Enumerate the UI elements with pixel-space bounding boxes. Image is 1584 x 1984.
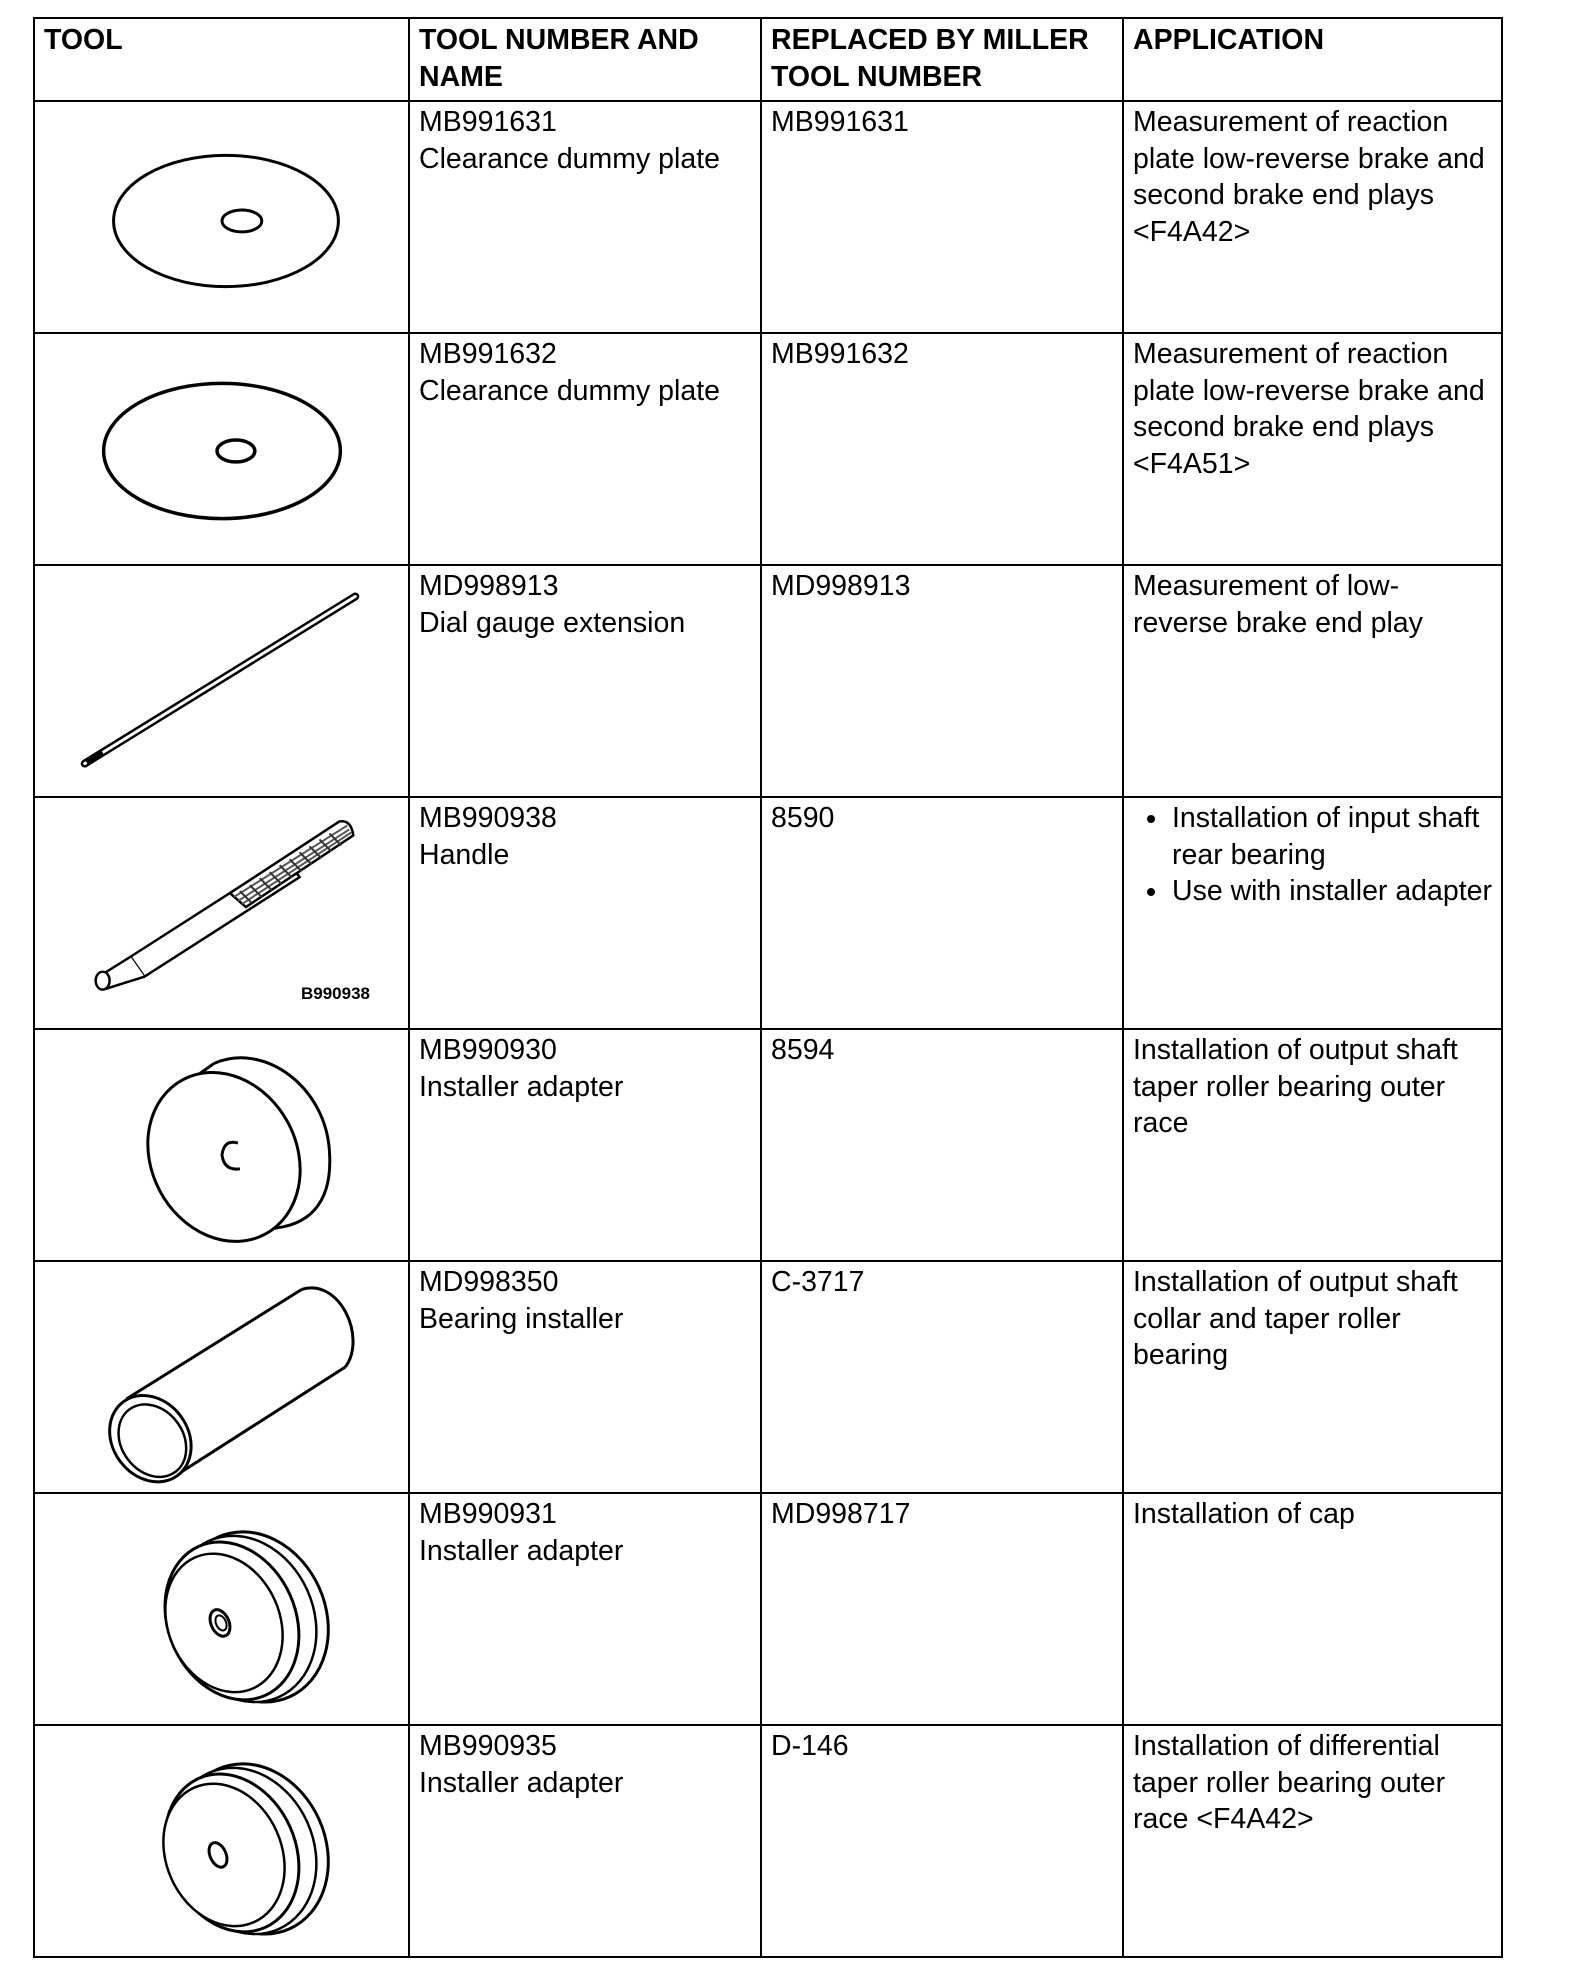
table-row — [34, 797, 1502, 1029]
tool-name: Bearing installer — [419, 1302, 624, 1335]
application-cell: Installation of differential taper roller bearing outer race <F4A42> — [1123, 1725, 1502, 1957]
application-list — [1133, 800, 1493, 910]
application-cell: Measurement of low-reverse brake end play — [1123, 565, 1502, 797]
tool-number-name-cell — [409, 1029, 761, 1261]
installer-adapter-icon — [35, 1031, 408, 1259]
application-cell: Measurement of reaction plate low-reverse brake and second brake end plays <F4A42> — [1123, 101, 1502, 333]
miller-number-cell: MD998913 — [761, 565, 1123, 797]
tool-number: MD998350 — [419, 1266, 559, 1298]
miller-number-cell: MB991632 — [761, 333, 1123, 565]
miller-number-cell: C-3717 — [761, 1261, 1123, 1493]
application-cell: Installation of output shaft taper roller bearing outer race — [1123, 1029, 1502, 1261]
table-row — [34, 1725, 1502, 1957]
special-tools-table — [33, 17, 1503, 1958]
tool-name: Installer adapter — [419, 1534, 624, 1567]
dummy-plate-icon — [35, 335, 408, 563]
tool-number-name-cell — [409, 333, 761, 565]
stepped-installer-adapter-icon — [35, 1727, 408, 1955]
table-row — [34, 565, 1502, 797]
miller-number-cell: 8594 — [761, 1029, 1123, 1261]
header-application: APPLICATION — [1123, 18, 1502, 101]
tool-number-name-cell — [409, 1261, 761, 1493]
tool-number-name-cell — [409, 565, 761, 797]
header-replaced-by-miller: REPLACED BY MILLER TOOL NUMBER — [761, 18, 1123, 101]
tool-image-cell — [34, 1493, 409, 1725]
application-cell: Installation of cap — [1123, 1493, 1502, 1725]
tool-name: Clearance dummy plate — [419, 142, 720, 175]
header-tool: TOOL — [34, 18, 409, 101]
table-header-row — [34, 18, 1502, 101]
tool-number: MD998913 — [419, 570, 559, 602]
table-row — [34, 1029, 1502, 1261]
tool-number: MB990935 — [419, 1730, 557, 1762]
dial-gauge-extension-icon — [35, 567, 408, 795]
tool-number: MB990931 — [419, 1498, 557, 1530]
tool-image-cell — [34, 797, 409, 1029]
dummy-plate-icon — [35, 103, 408, 331]
tool-image-cell — [34, 565, 409, 797]
tool-name: Dial gauge extension — [419, 606, 686, 639]
tool-number-name-cell — [409, 797, 761, 1029]
header-tool-number-and-name: TOOL NUMBER AND NAME — [409, 18, 761, 101]
tool-image-cell — [34, 333, 409, 565]
table-row — [34, 333, 1502, 565]
miller-number-cell: 8590 — [761, 797, 1123, 1029]
tool-image-cell — [34, 1725, 409, 1957]
tool-image-label: B990938 — [300, 984, 370, 1003]
tool-image-cell — [34, 101, 409, 333]
tool-number: MB990930 — [419, 1034, 557, 1066]
table-row — [34, 1261, 1502, 1493]
tool-image-cell — [34, 1029, 409, 1261]
miller-number-cell: D-146 — [761, 1725, 1123, 1957]
tool-number: MB991632 — [419, 338, 557, 370]
tool-number-name-cell — [409, 101, 761, 333]
application-cell — [1123, 797, 1502, 1029]
application-cell: Installation of output shaft collar and taper roller bearing — [1123, 1261, 1502, 1493]
miller-number-cell: MB991631 — [761, 101, 1123, 333]
tool-name: Installer adapter — [419, 1070, 624, 1103]
stepped-installer-adapter-icon — [35, 1495, 408, 1723]
miller-number-cell: MD998717 — [761, 1493, 1123, 1725]
table-row — [34, 101, 1502, 333]
tool-number-name-cell — [409, 1493, 761, 1725]
tool-name: Handle — [419, 838, 510, 871]
table-row — [34, 1493, 1502, 1725]
application-list-item: • Installation of input shaft rear bearing — [1170, 800, 1493, 873]
tool-number: MB990938 — [419, 802, 557, 834]
tool-number: MB991631 — [419, 106, 557, 138]
application-cell: Measurement of reaction plate low-reverse brake and second brake end plays <F4A51> — [1123, 333, 1502, 565]
application-list-item: • Use with installer adapter — [1170, 873, 1493, 910]
tool-name: Clearance dummy plate — [419, 374, 720, 407]
tool-number-name-cell — [409, 1725, 761, 1957]
tool-name: Installer adapter — [419, 1766, 624, 1799]
tool-image-cell — [34, 1261, 409, 1493]
bearing-installer-icon — [35, 1263, 408, 1491]
